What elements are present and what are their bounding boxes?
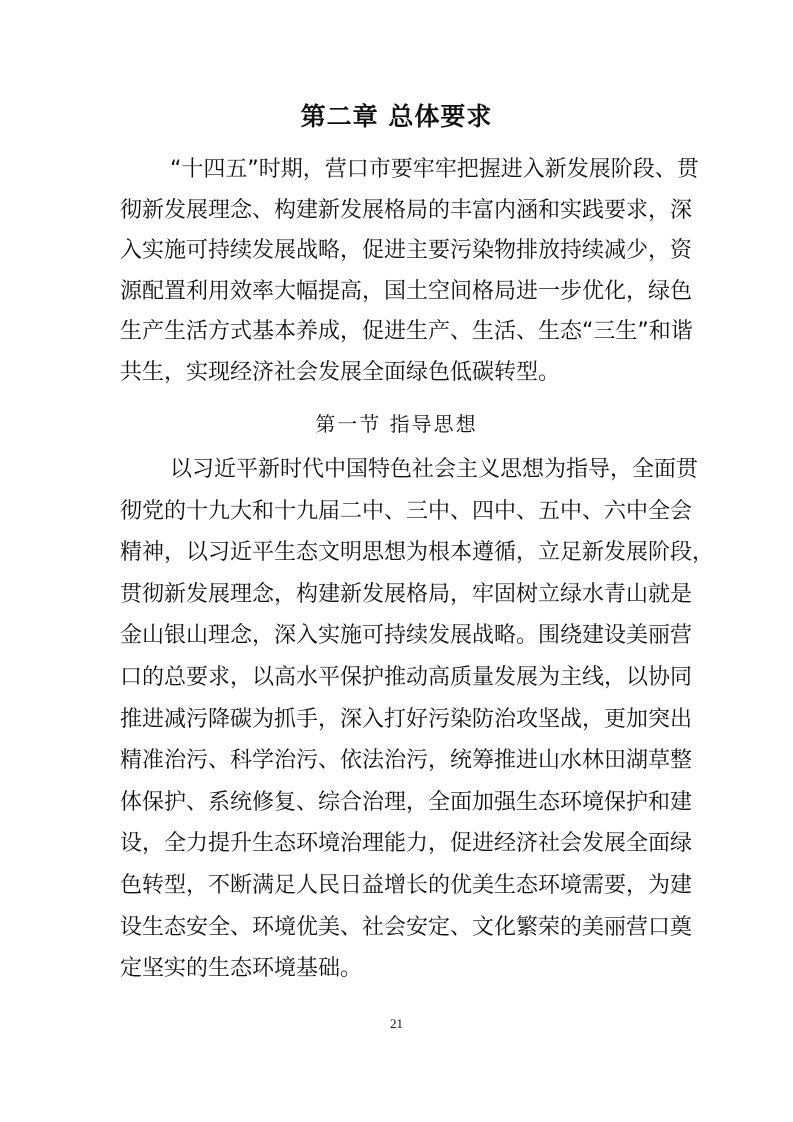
text-line: 设，全力提升生态环境治理能力，促进经济社会发展全面绿 bbox=[120, 831, 693, 857]
chapter-title: 第二章 总体要求 bbox=[300, 102, 493, 131]
text-line: 体保护、系统修复、综合治理，全面加强生态环境保护和建 bbox=[120, 789, 693, 815]
text-line: 入实施可持续发展战略，促进主要污染物排放持续减少，资 bbox=[120, 238, 693, 263]
text-line: 共生，实现经济社会发展全面绿色低碳转型。 bbox=[120, 359, 561, 385]
paragraph-overall-requirements bbox=[120, 150, 699, 393]
text-line: 贯彻新发展理念，构建新发展格局，牢固树立绿水青山就是 bbox=[120, 581, 693, 607]
text-line: 以习近平新时代中国特色社会主义思想为指导，全面贯 bbox=[170, 457, 699, 482]
text-line: 口的总要求，以高水平保护推动高质量发展为主线，以协同 bbox=[120, 664, 693, 690]
text-line: 精准治污、科学治污、依法治污，统筹推进山水林田湖草整 bbox=[120, 748, 693, 774]
text-line: 设生态安全、环境优美、社会安定、文化繁荣的美丽营口奠 bbox=[120, 914, 693, 940]
text-line: 定坚实的生态环境基础。 bbox=[120, 956, 363, 982]
text-line: 精神，以习近平生态文明思想为根本遵循，立足新发展阶段， bbox=[120, 540, 715, 566]
text-line: 推进减污降碳为抓手，深入打好污染防治攻坚战，更加突出 bbox=[120, 706, 693, 732]
text-line: 彻新发展理念、构建新发展格局的丰富内涵和实践要求，深 bbox=[120, 197, 693, 223]
page-number: 21 bbox=[390, 1016, 403, 1031]
text-line: “十四五”时期，营口市要牢牢把握进入新发展阶段、贯 bbox=[170, 157, 699, 182]
paragraph-guiding-ideology bbox=[120, 449, 715, 990]
text-line: 金山银山理念，深入实施可持续发展战略。围绕建设美丽营 bbox=[120, 623, 693, 649]
section-title: 第一节 指导思想 bbox=[315, 412, 478, 436]
text-line: 色转型，不断满足人民日益增长的优美生态环境需要，为建 bbox=[120, 872, 693, 898]
text-line: 源配置利用效率大幅提高，国土空间格局进一步优化，绿色 bbox=[120, 278, 693, 304]
text-line: 生产生活方式基本养成，促进生产、生活、生态“三生”和谐 bbox=[120, 319, 693, 344]
text-line: 彻党的十九大和十九届二中、三中、四中、五中、六中全会 bbox=[120, 498, 693, 524]
